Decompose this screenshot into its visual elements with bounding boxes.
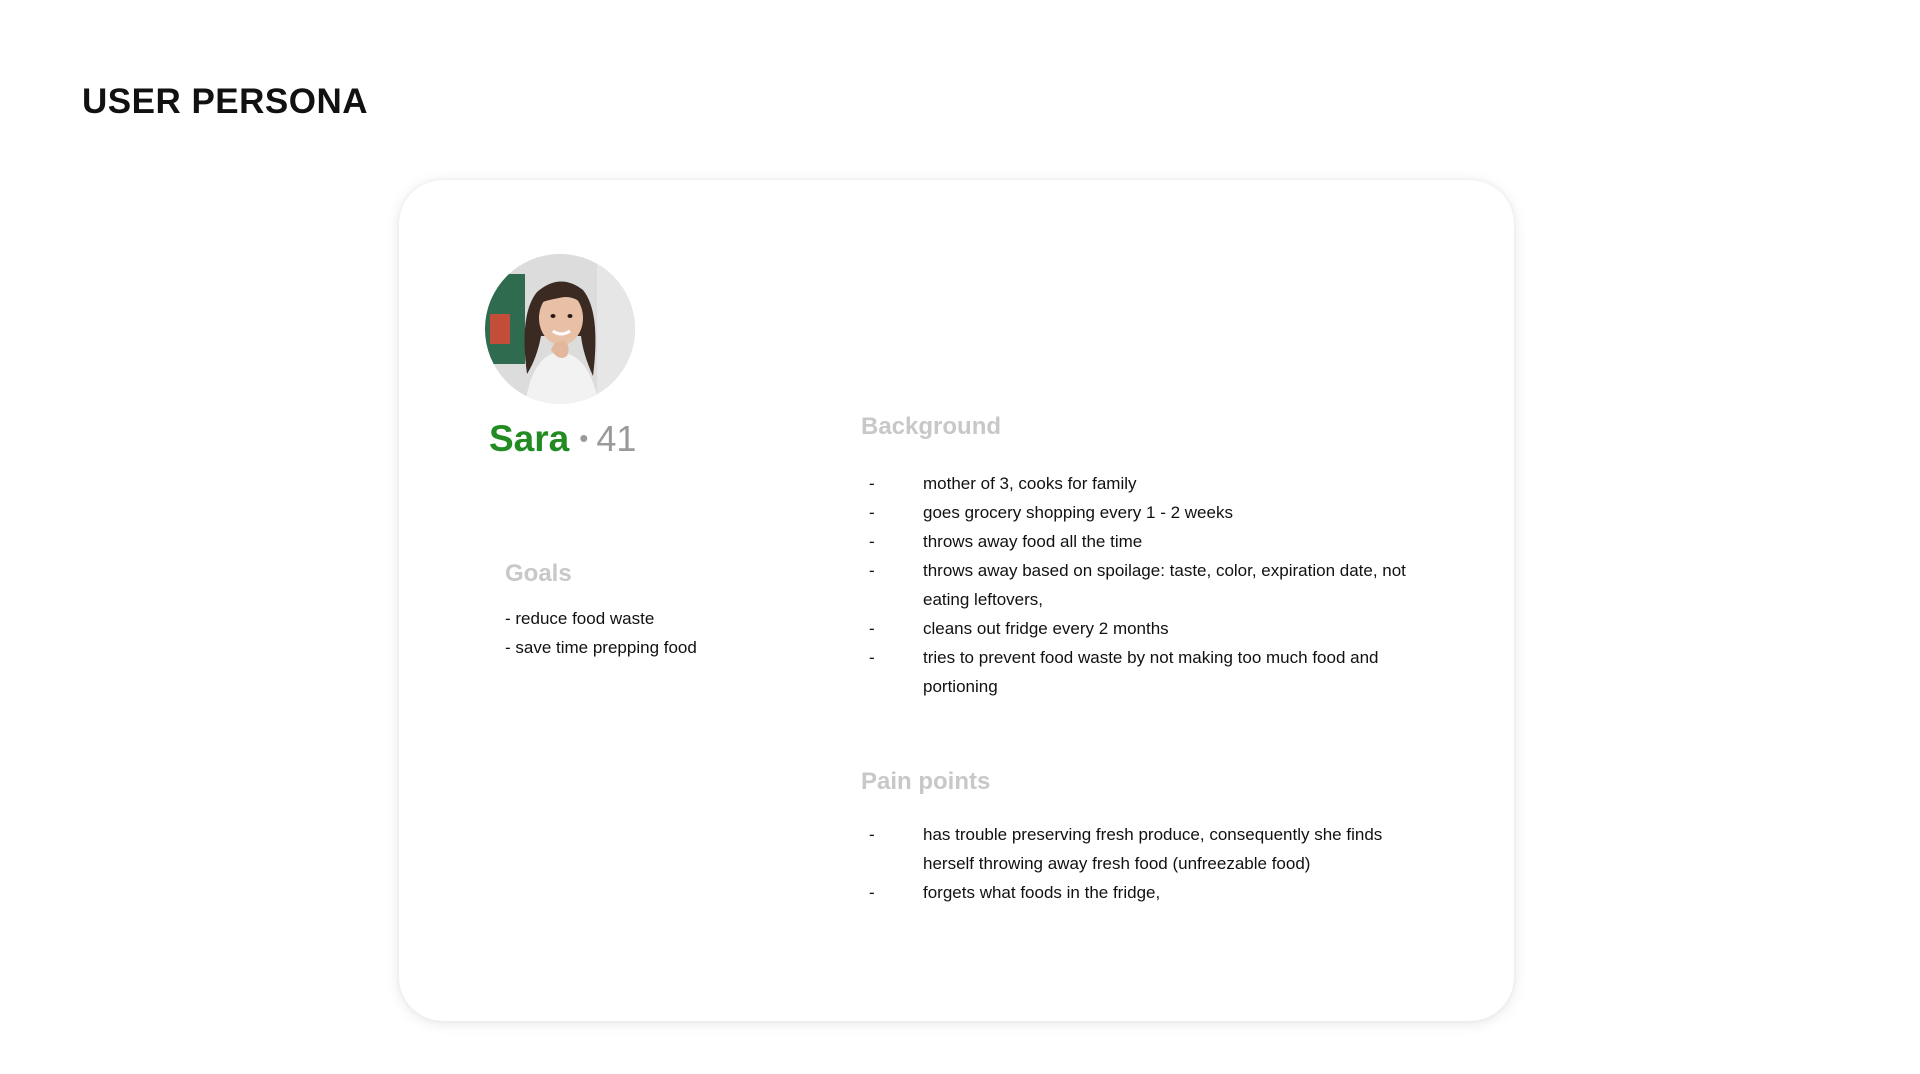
goal-item: - save time prepping food [505,638,697,657]
goal-item: - reduce food waste [505,609,655,628]
name-age-separator: • [579,423,589,453]
bullet-dash: - [869,532,875,551]
persona-age: 41 [596,418,637,459]
persona-photo [485,254,635,404]
pain-point-text: has trouble preserving fresh produce, consequently she finds herself throwing away fresh food (unfreezable food) [923,825,1383,873]
background-item [861,556,1421,614]
background-list [861,469,1421,701]
background-item-text: throws away based on spoilage: taste, color, expiration date, not eating leftovers, [923,561,1406,609]
goals-list [505,604,697,662]
bullet-dash: - [869,619,875,638]
background-heading: Background [861,413,1002,440]
bullet-dash: - [869,883,875,902]
persona-card [399,180,1514,1021]
pain-point-item [861,820,1421,878]
bullet-dash: - [869,648,875,667]
background-item [861,614,1421,643]
background-item [861,527,1421,556]
bullet-dash: - [869,474,875,493]
persona-avatar [485,254,635,404]
bullet-dash: - [869,561,875,580]
page-title: USER PERSONA [82,82,369,121]
bullet-dash: - [869,503,875,522]
background-item-text: goes grocery shopping every 1 - 2 weeks [923,503,1233,522]
pain-point-text: forgets what foods in the fridge, [923,883,1161,902]
background-item-text: mother of 3, cooks for family [923,474,1137,493]
background-item-text: tries to prevent food waste by not making too much food and portioning [923,648,1379,696]
persona-name: Sara [489,418,570,459]
pain-points-list [861,820,1421,907]
pain-point-item [861,878,1421,907]
background-item-text: throws away food all the time [923,532,1143,551]
persona-name-line [489,420,636,457]
background-item [861,643,1421,701]
goals-heading: Goals [505,560,572,587]
bullet-dash: - [869,825,875,844]
pain-points-heading: Pain points [861,768,991,795]
background-item-text: cleans out fridge every 2 months [923,619,1169,638]
background-item [861,469,1421,498]
background-item [861,498,1421,527]
